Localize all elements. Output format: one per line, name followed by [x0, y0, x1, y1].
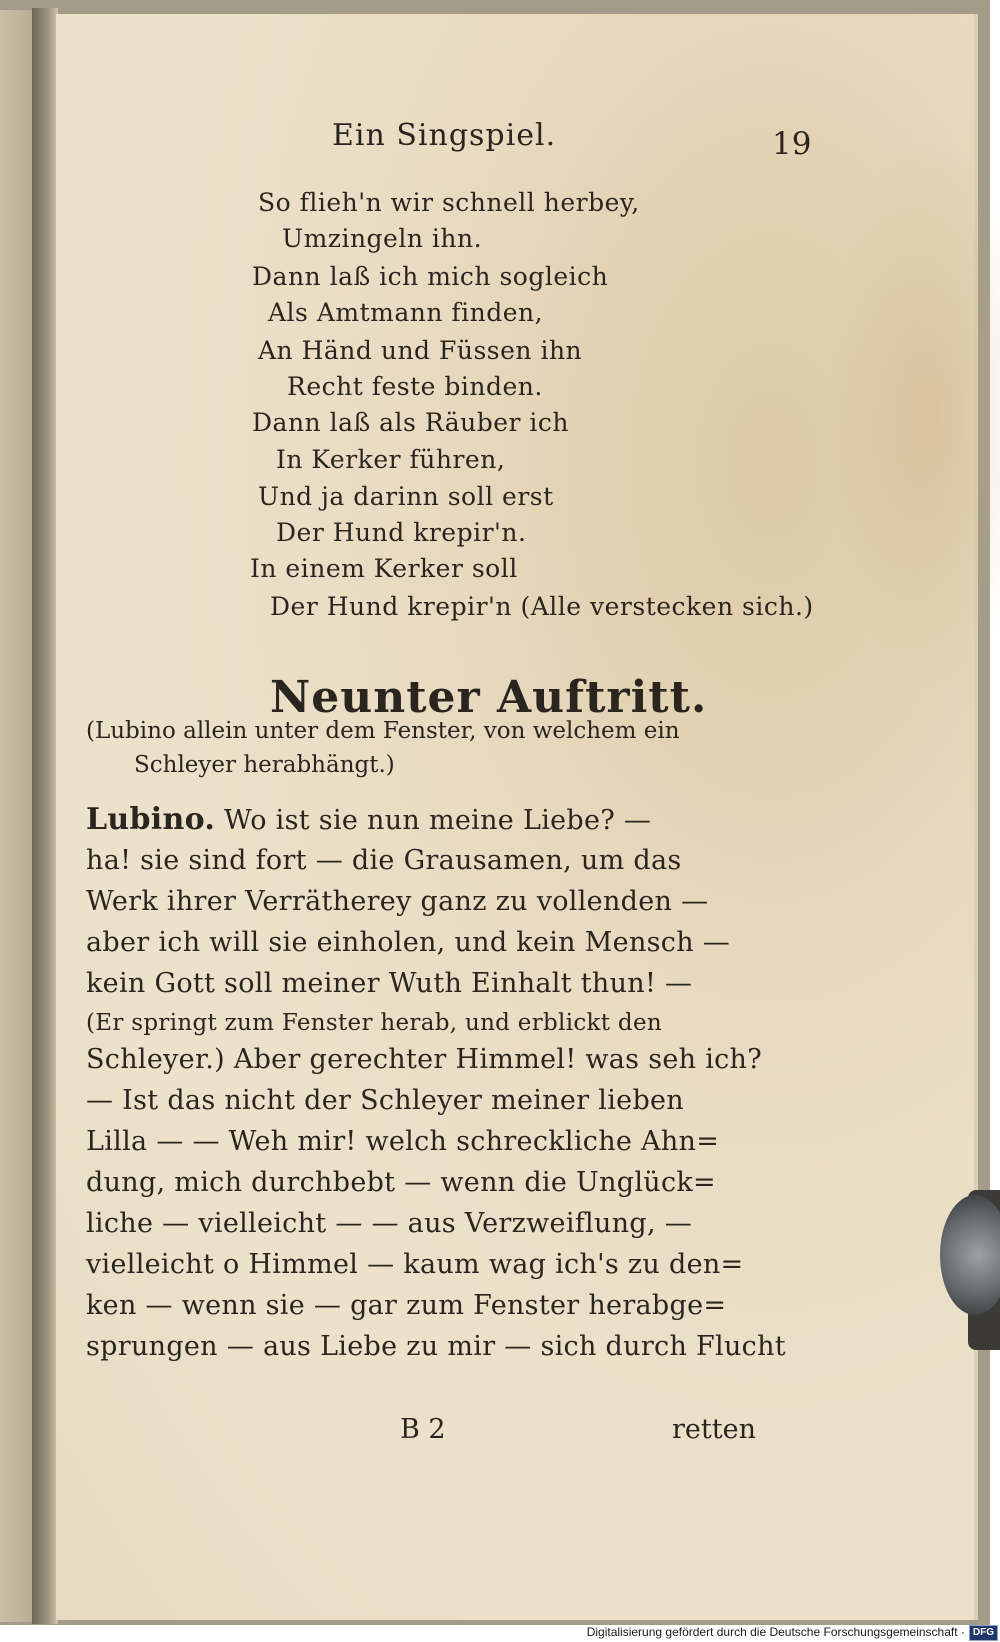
verse-line: Recht feste binden. [287, 372, 543, 401]
speech-line: Werk ihrer Verrätherey ganz zu vollenden — [86, 886, 709, 917]
signature-mark: B 2 [400, 1414, 446, 1445]
verse-line: Der Hund krepir'n (Alle verstecken sich.) [270, 592, 814, 621]
speech-line: Schleyer.) Aber gerechter Himmel! was seh ich? [86, 1044, 763, 1075]
stage-direction-line: (Lubino allein unter dem Fenster, von welchem ein [86, 718, 680, 744]
verse-line: An Händ und Füssen ihn [258, 336, 583, 365]
speech-line: ken — wenn sie — gar zum Fenster herabge= [86, 1290, 727, 1321]
footer-text: Digitalisierung gefördert durch die Deutsche Forschungsgemeinschaft · [586, 1625, 965, 1639]
facing-page-edge [0, 10, 32, 1622]
verse-line: So flieh'n wir schnell herbey, [258, 188, 640, 217]
speech-line: ha! sie sind fort — die Grausamen, um das [86, 845, 682, 876]
scene-heading: Neunter Auftritt. [270, 672, 708, 723]
funding-footer [580, 1622, 998, 1642]
speech-line: aber ich will sie einholen, und kein Mensch — [86, 927, 731, 958]
running-head: Ein Singspiel. [332, 118, 557, 153]
verse-line: Dann laß ich mich sogleich [252, 262, 609, 291]
verse-line: Umzingeln ihn. [282, 224, 483, 253]
verse-line: Der Hund krepir'n. [276, 518, 527, 547]
speech-line: dung, mich durchbebt — wenn die Unglück= [86, 1167, 716, 1198]
stage-direction-line: (Er springt zum Fenster herab, und erblickt den [86, 1010, 662, 1036]
speech-line: — Ist das nicht der Schleyer meiner lieben [86, 1085, 684, 1116]
speech-line: Wo ist sie nun meine Liebe? — [224, 805, 652, 836]
verse-line: In einem Kerker soll [250, 554, 518, 583]
verse-line: In Kerker führen, [276, 445, 506, 474]
verse-line: Und ja darinn soll erst [258, 482, 554, 511]
stage-direction-line: Schleyer herabhängt.) [134, 752, 395, 778]
speech-line: liche — vielleicht — — aus Verzweiflung, — [86, 1208, 693, 1239]
paper-stain [826, 134, 1000, 694]
dfg-logo: DFG [969, 1625, 998, 1641]
verse-line: Dann laß als Räuber ich [252, 408, 570, 437]
verse-line: Als Amtmann finden, [268, 298, 544, 327]
catchword: retten [672, 1414, 756, 1445]
speech-line: sprungen — aus Liebe zu mir — sich durch Flucht [86, 1331, 786, 1362]
speech-line: Lilla — — Weh mir! welch schreckliche Ahn= [86, 1126, 720, 1157]
speech-first-line [86, 802, 651, 837]
speech-line: vielleicht o Himmel — kaum wag ich's zu den= [86, 1249, 744, 1280]
page-number: 19 [772, 126, 812, 162]
speech-line: kein Gott soll meiner Wuth Einhalt thun! — [86, 968, 693, 999]
speaker-name: Lubino. [86, 802, 216, 837]
book-gutter [32, 8, 58, 1624]
